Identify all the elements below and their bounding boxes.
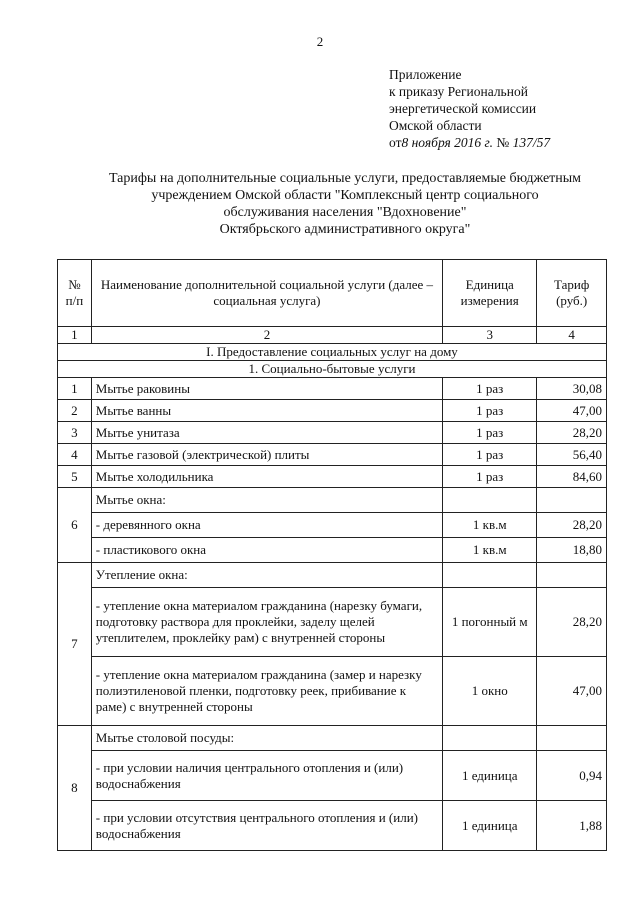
row-name: - утепление окна материалом гражданина (нарезку бумаги, подготовку раствора для проклейки, заделу щелей утеплителем, проклейку рам) с внутренней стороны [91,588,442,657]
tariff-table [57,259,607,851]
table-row [58,801,607,851]
row-tariff: 28,20 [537,513,607,538]
row-name: - утепление окна материалом гражданина (замер и нарезку полиэтиленовой пленки, подготовку реек, прибивание к раме) с внутренней стороны [91,657,442,726]
row-unit: 1 раз [443,378,537,400]
title-line-4: Октябрьского административного округа" [219,222,471,237]
handwritten-date: 8 ноября 2016 г. [401,135,494,150]
row-num: 4 [58,444,92,466]
row-num: 5 [58,466,92,488]
empty-cell [537,726,607,751]
row-tariff: 28,20 [537,588,607,657]
empty-cell [537,563,607,588]
row-name: Мытье газовой (электрической) плиты [91,444,442,466]
row-tariff: 30,08 [537,378,607,400]
table-row [58,513,607,538]
row-tariff: 28,20 [537,422,607,444]
section-row [58,344,607,361]
table-row [58,466,607,488]
row-tariff: 0,94 [537,751,607,801]
row-unit: 1 кв.м [443,513,537,538]
page-number: 2 [316,34,324,49]
number-label: № [496,135,510,150]
document-title [80,170,610,238]
row-name: Мытье холодильника [91,466,442,488]
table-row [58,422,607,444]
appendix-line-3: энергетической комиссии [389,101,537,116]
column-number: 1 [58,327,92,344]
header-unit: Единица измерения [443,260,537,327]
row-unit: 1 окно [443,657,537,726]
header-name: Наименование дополнительной социальной услуги (далее – социальная услуга) [91,260,442,327]
row-num: 3 [58,422,92,444]
row-tariff: 56,40 [537,444,607,466]
group-title: Мытье столовой посуды: [91,726,442,751]
title-line-3: обслуживания населения "Вдохновение" [223,205,467,220]
row-tariff: 1,88 [537,801,607,851]
appendix-line-1: Приложение [389,67,462,82]
subsection-title: 1. Социально-бытовые услуги [58,361,607,378]
group-title: Мытье окна: [91,488,442,513]
appendix-line-2: к приказу Региональной [389,84,528,99]
table-row [58,657,607,726]
row-tariff: 18,80 [537,538,607,563]
column-number: 3 [443,327,537,344]
row-num: 6 [58,488,92,563]
row-tariff: 84,60 [537,466,607,488]
row-unit: 1 раз [443,400,537,422]
table-row [58,588,607,657]
row-name: - при условии отсутствия центрального отопления и (или) водоснабжения [91,801,442,851]
row-name: Мытье ванны [91,400,442,422]
row-tariff: 47,00 [537,400,607,422]
table-row [58,563,607,588]
row-tariff: 47,00 [537,657,607,726]
table-row [58,400,607,422]
row-num: 1 [58,378,92,400]
header-tariff: Тариф (руб.) [537,260,607,327]
handwritten-number: 137/57 [512,135,551,150]
table-row [58,538,607,563]
appendix-date-line [389,134,619,151]
empty-cell [537,488,607,513]
from-label: от [389,135,402,150]
row-unit: 1 единица [443,801,537,851]
row-name: - при условии наличия центрального отопления и (или) водоснабжения [91,751,442,801]
empty-cell [443,488,537,513]
row-unit: 1 раз [443,444,537,466]
row-name: - пластикового окна [91,538,442,563]
header-num: № п/п [58,260,92,327]
table-row [58,444,607,466]
group-title: Утепление окна: [91,563,442,588]
column-number-row [58,327,607,344]
row-unit: 1 раз [443,466,537,488]
table-row [58,488,607,513]
title-line-1: Тарифы на дополнительные социальные услуги, предоставляемые бюджетным [108,171,582,186]
row-num: 2 [58,400,92,422]
table-row [58,378,607,400]
section-title: I. Предоставление социальных услуг на дому [58,344,607,361]
table-row [58,751,607,801]
subsection-row [58,361,607,378]
table-header-row [58,260,607,327]
row-name: Мытье унитаза [91,422,442,444]
row-name: Мытье раковины [91,378,442,400]
column-number: 4 [537,327,607,344]
row-unit: 1 кв.м [443,538,537,563]
row-unit: 1 погонный м [443,588,537,657]
table-row [58,726,607,751]
appendix-block [389,66,619,151]
title-line-2: учреждением Омской области "Комплексный центр социального [151,188,539,203]
empty-cell [443,726,537,751]
appendix-line-4: Омской области [389,118,482,133]
column-number: 2 [91,327,442,344]
row-name: - деревянного окна [91,513,442,538]
row-num: 8 [58,726,92,851]
row-unit: 1 единица [443,751,537,801]
empty-cell [443,563,537,588]
row-num: 7 [58,563,92,726]
row-unit: 1 раз [443,422,537,444]
